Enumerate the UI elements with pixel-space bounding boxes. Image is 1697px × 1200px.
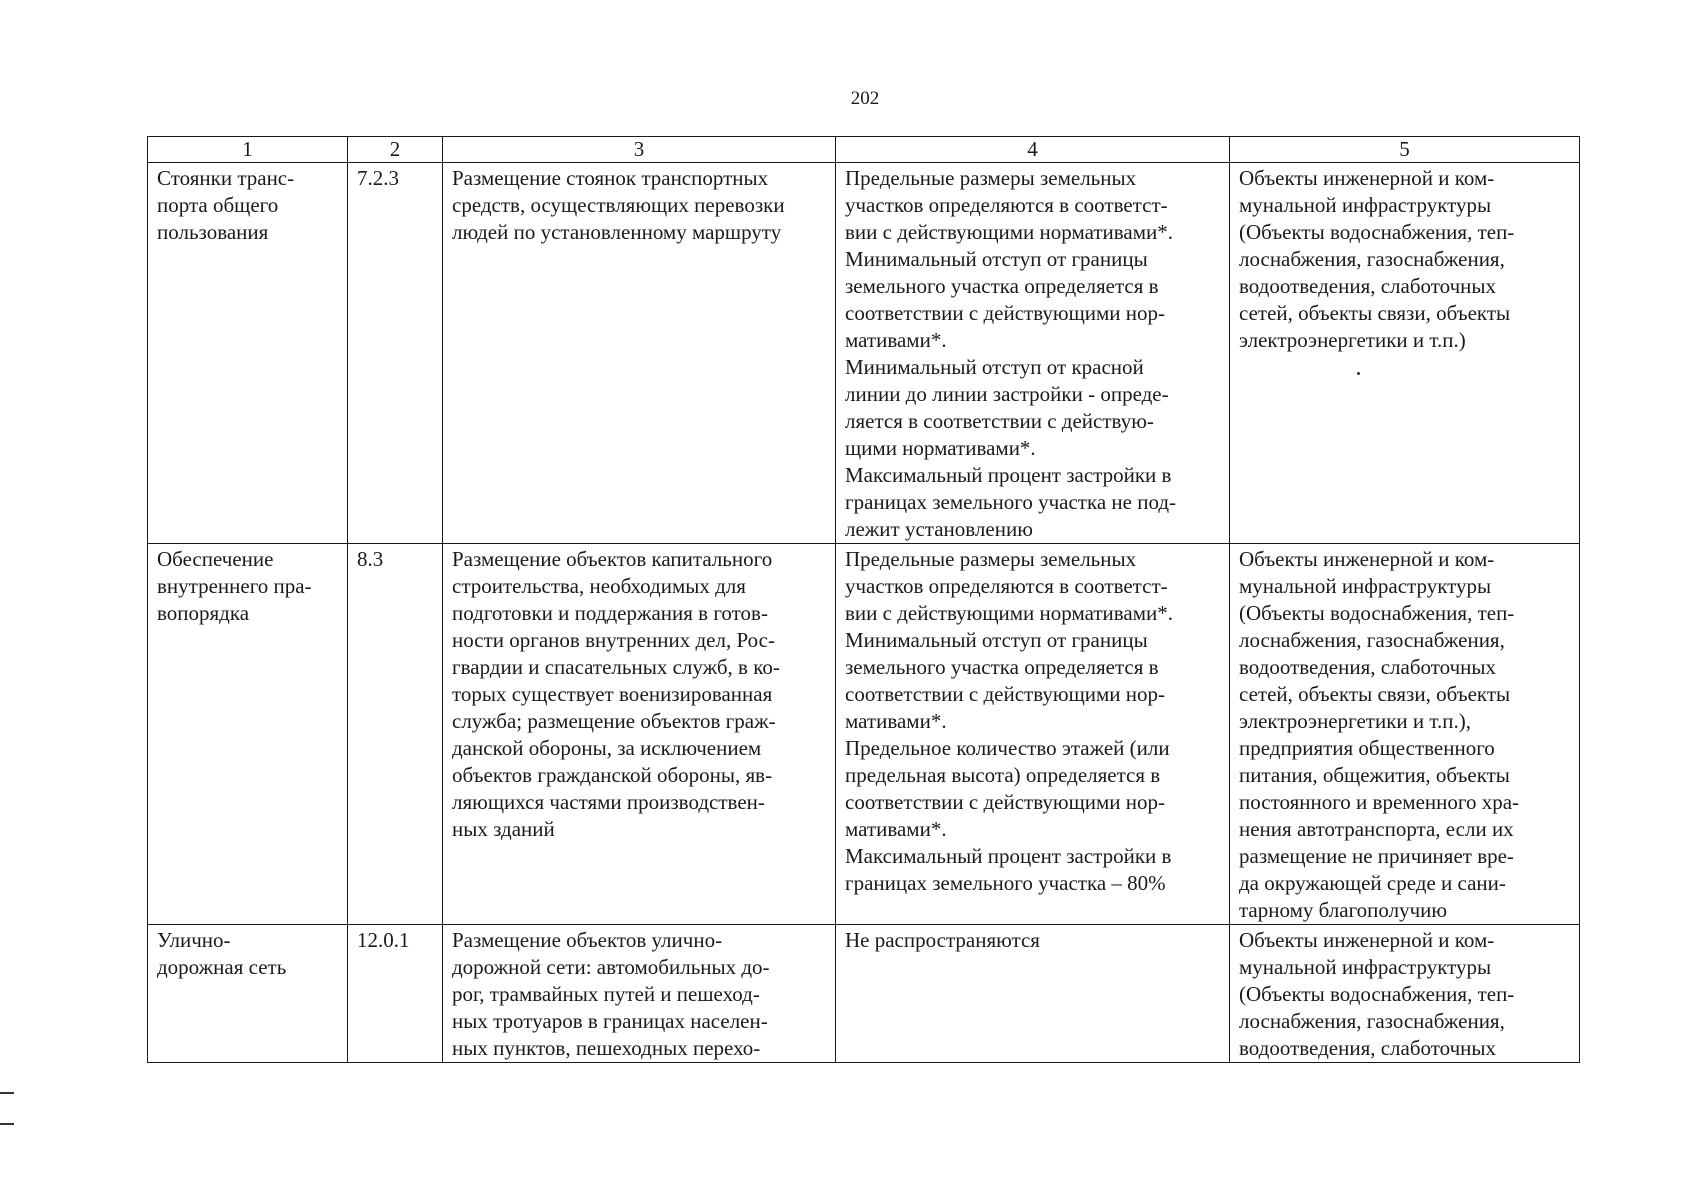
description-cell xyxy=(443,544,836,925)
land-use-code: 7.2.3 xyxy=(357,166,399,190)
land-use-description: Размещение объектов улично- дорожной сети: автомобильных до- рог, трамвайных путей и пешеход- ных тротуаров в границах населен- ных пунктов, пешеходных перехо- xyxy=(452,928,770,1060)
column-header: 2 xyxy=(348,137,443,163)
auxiliary-uses: Объекты инженерной и ком- мунальной инфраструктуры (Объекты водоснабжения, теп- лоснабжения, газоснабжения, водоотведения, слаботочных сетей, объекты связи, объекты электроэнергетики и т.п.), предприятия общественного питания, общежития, объекты постоянного и временного хра- нения автотранспорта, если их размещение не причиняет вре- да окружающей среде и сани- тарному благополучию xyxy=(1239,547,1520,922)
table-row xyxy=(148,163,1580,544)
description-cell xyxy=(443,925,836,1063)
land-use-description: Размещение объектов капитального строительства, необходимых для подготовки и поддержания в готов- ности органов внутренних дел, Рос- гвардии и спасательных служб, в ко- торых существует военизированная служба; размещение объектов граж- данской обороны, за исключением объектов гражданской обороны, яв- ляющихся частями производствен- ных зданий xyxy=(452,547,780,841)
column-header: 3 xyxy=(443,137,836,163)
margin-tick-mark xyxy=(0,1123,14,1125)
building-parameters: Предельные размеры земельных участков определяются в соответст- вии с действующими нормативами*. Минимальный отступ от границы земельного участка определяется в соответствии с действующими нор- мативами*. Предельное количество этажей (или предельная высота) определяется в соответствии с действующими нор- мативами*. Максимальный процент застройки в границах земельного участка – 80% xyxy=(845,547,1174,895)
parameters-cell xyxy=(836,925,1230,1063)
land-use-code-cell xyxy=(348,544,443,925)
land-use-name: Обеспечение внутреннего пра- вопорядка xyxy=(157,547,312,625)
land-use-code-cell xyxy=(348,925,443,1063)
land-use-name-cell xyxy=(148,544,348,925)
parameters-cell xyxy=(836,163,1230,544)
column-header: 4 xyxy=(836,137,1230,163)
parameters-cell xyxy=(836,544,1230,925)
auxiliary-cell xyxy=(1230,544,1580,925)
land-use-name: Улично- дорожная сеть xyxy=(157,928,287,979)
auxiliary-cell xyxy=(1230,925,1580,1063)
page-number: 202 xyxy=(850,88,880,109)
column-header: 1 xyxy=(148,137,348,163)
column-header: 5 xyxy=(1230,137,1580,163)
table-row xyxy=(148,925,1580,1063)
auxiliary-uses: Объекты инженерной и ком- мунальной инфраструктуры (Объекты водоснабжения, теп- лоснабжения, газоснабжения, водоотведения, слаботочных xyxy=(1239,928,1515,1060)
land-use-code: 12.0.1 xyxy=(357,928,410,952)
table-row xyxy=(148,544,1580,925)
land-use-name-cell xyxy=(148,163,348,544)
table-header-row xyxy=(148,137,1580,163)
land-use-code: 8.3 xyxy=(357,547,384,571)
land-use-description: Размещение стоянок транспортных средств, осуществляющих перевозки людей по установленному маршруту xyxy=(452,166,785,244)
auxiliary-cell xyxy=(1230,163,1580,544)
land-use-name-cell xyxy=(148,925,348,1063)
margin-tick-mark xyxy=(0,1092,14,1094)
land-use-code-cell xyxy=(348,163,443,544)
description-cell xyxy=(443,163,836,544)
building-parameters: Не распространяются xyxy=(845,928,1040,952)
auxiliary-uses: Объекты инженерной и ком- мунальной инфраструктуры (Объекты водоснабжения, теп- лоснабжения, газоснабжения, водоотведения, слаботочных сетей, объекты связи, объекты электроэнергетики и т.п.) xyxy=(1239,166,1515,352)
building-parameters: Предельные размеры земельных участков определяются в соответст- вии с действующими нормативами*. Минимальный отступ от границы земельного участка определяется в соответствии с действующими нор- мативами*. Минимальный отступ от красной линии до линии застройки - опреде- ляется в соответствии с действую- щими нормативами*. Максимальный процент застройки в границах земельного участка не под- лежит установлению xyxy=(845,166,1177,541)
zoning-table xyxy=(147,136,1580,1063)
scan-speck xyxy=(1357,372,1360,375)
land-use-name: Стоянки транс- порта общего пользования xyxy=(157,166,295,244)
